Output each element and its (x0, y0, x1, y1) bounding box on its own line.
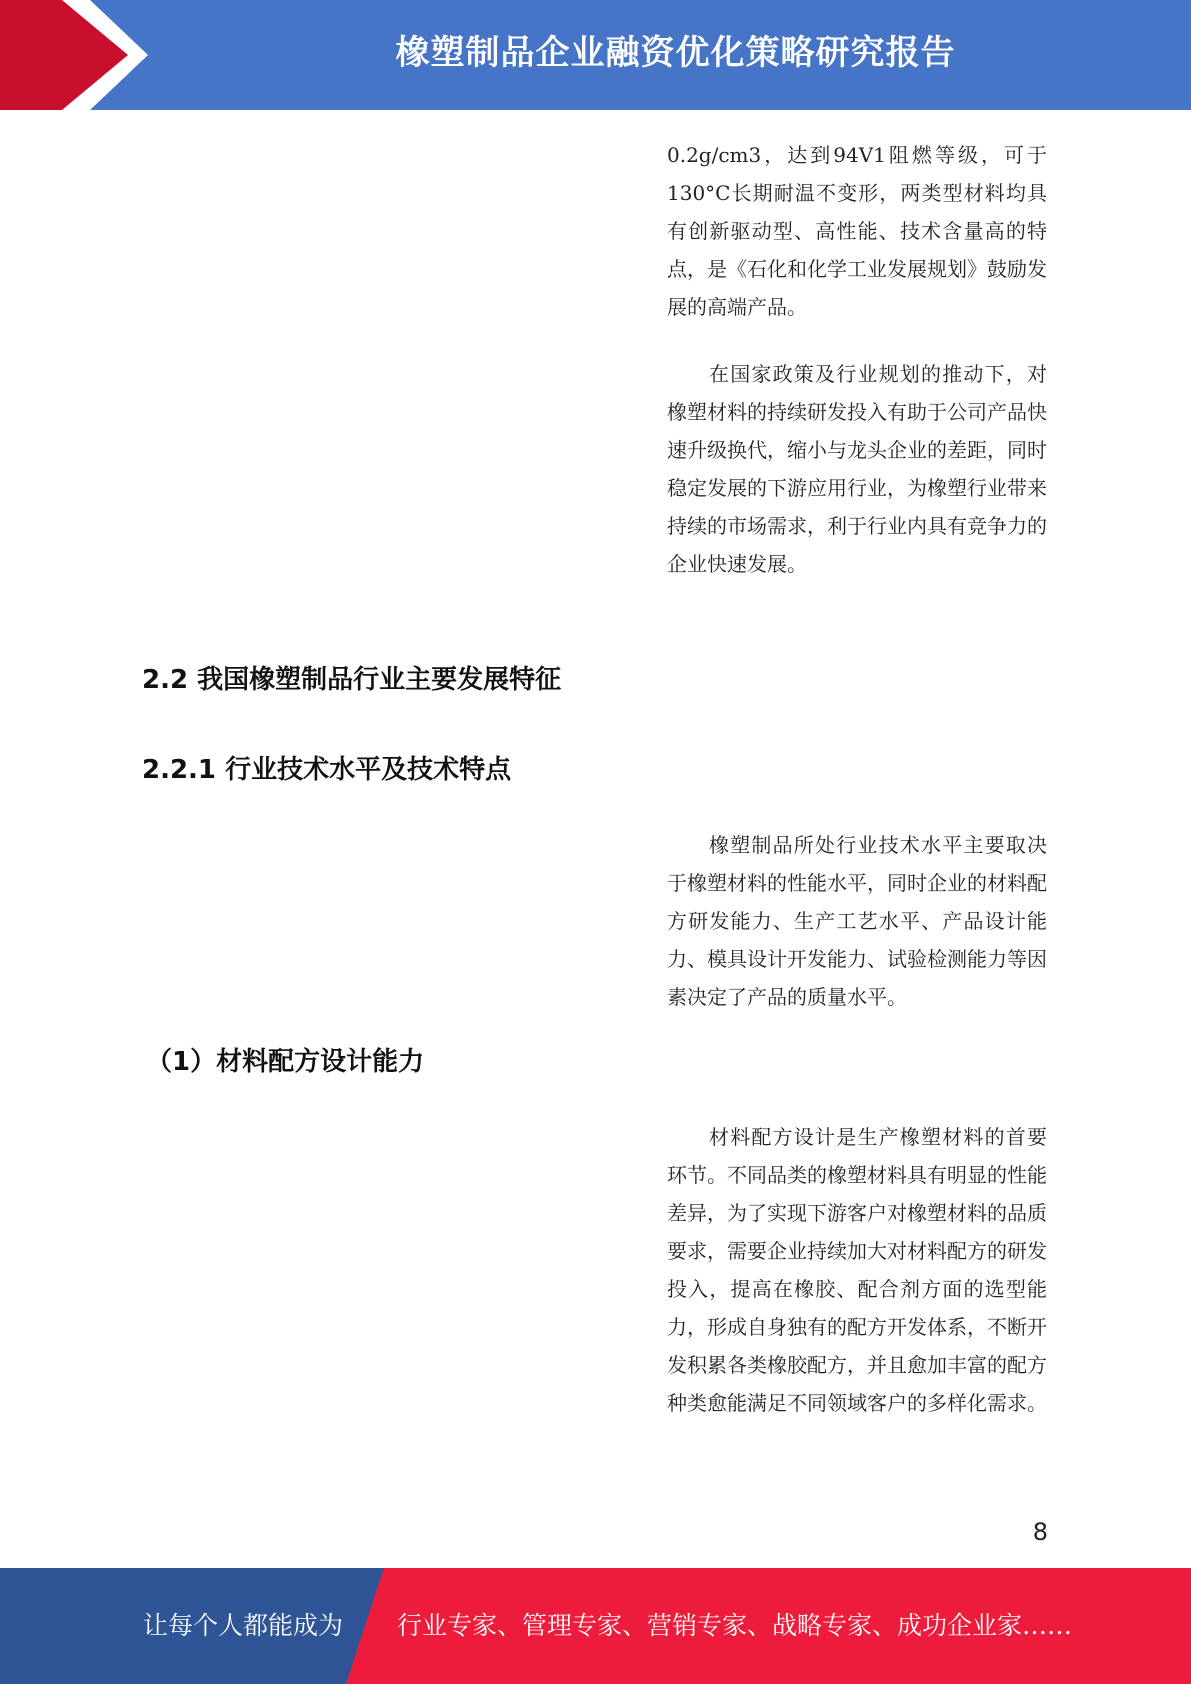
paragraph-formula-design: 材料配方设计是生产橡塑材料的首要环节。不同品类的橡塑材料具有明显的性能差异，为了实现下游客户对橡塑材料的品质要求，需要企业持续加大对材料配方的研发投入，提高在橡胶、配合剂方面的选型能力，形成自身独有的配方开发体系，不断开发积累各类橡胶配方，并且愈加丰富的配方种类愈能满足不同领域客户的多样化需求。 (667, 1125, 1047, 1415)
subsection-heading-formula-design: （1）材料配方设计能力 (146, 1047, 425, 1077)
header-banner (0, 0, 1191, 110)
paragraph-policy-impact: 在国家政策及行业规划的推动下，对橡塑材料的持续研发投入有助于公司产品快速升级换代，缩小与龙头企业的差距，同时稳定发展的下游应用行业，为橡塑行业带来持续的市场需求，利于行业内具有竞争力的企业快速发展。 (667, 362, 1047, 576)
section-heading-2-2: 2.2 我国橡塑制品行业主要发展特征 (142, 665, 562, 695)
footer-slogan-left: 让每个人都能成为 (143, 1611, 344, 1640)
paragraph-material-properties: 0.2g/cm3，达到94V1阻燃等级，可于130°C长期耐温不变形，两类型材料均具有创新驱动型、高性能、技术含量高的特点，是《石化和化学工业发展规划》鼓励发展的高端产品。 (667, 143, 1047, 319)
footer-slogan-right: 行业专家、管理专家、营销专家、战略专家、成功企业家…… (397, 1611, 1073, 1640)
section-heading-2-2-1: 2.2.1 行业技术水平及技术特点 (142, 755, 512, 785)
header-chevron-icon (0, 0, 160, 110)
paragraph-tech-level: 橡塑制品所处行业技术水平主要取决于橡塑材料的性能水平，同时企业的材料配方研发能力、生产工艺水平、产品设计能力、模具设计开发能力、试验检测能力等因素决定了产品的质量水平。 (667, 833, 1047, 1009)
page-number: 8 (1032, 1518, 1048, 1546)
document-title: 橡塑制品企业融资优化策略研究报告 (395, 33, 956, 73)
footer-banner (0, 1568, 1191, 1684)
